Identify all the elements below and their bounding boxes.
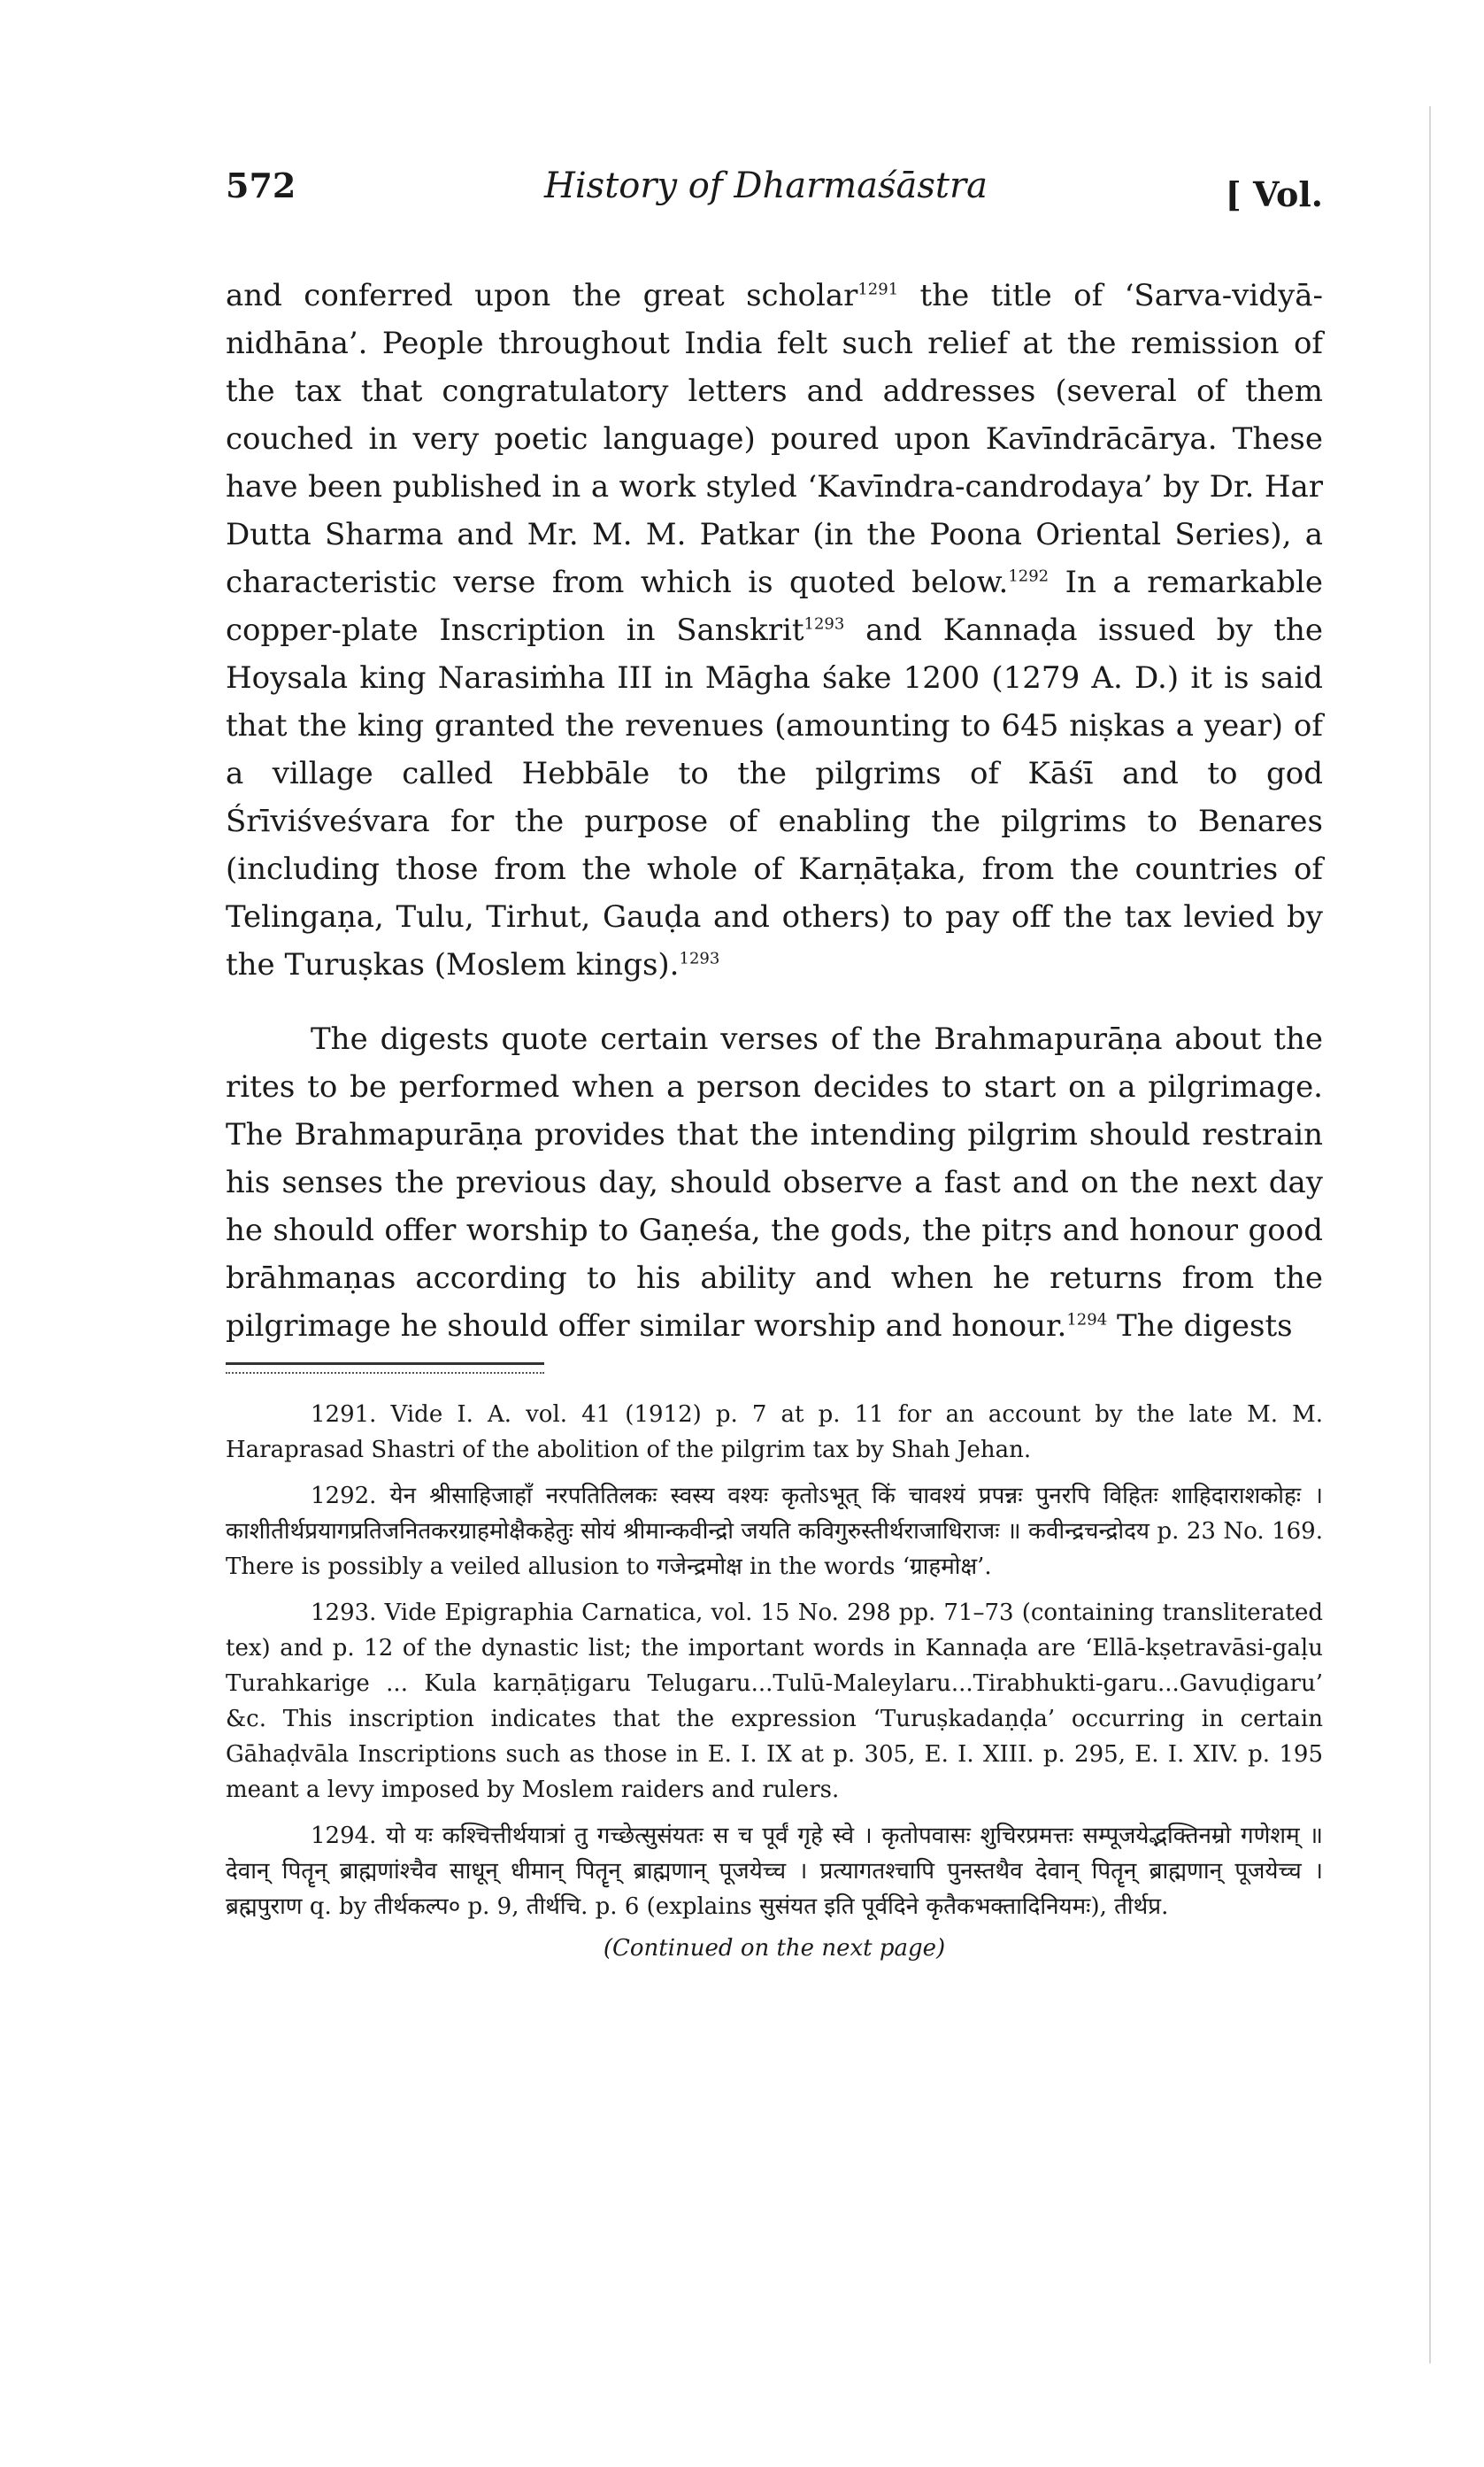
text-run: The digests — [1107, 1308, 1293, 1344]
volume-marker: [ Vol. — [1225, 174, 1323, 214]
footnote-ref: 1293 — [679, 949, 720, 968]
footnote-ref: 1293 — [804, 614, 845, 634]
footnote-text: येन श्रीसाहिजाहाँ नरपतितिलकः स्वस्य वश्यः कृतोऽभूत् किं चावश्यं प्रपन्नः पुनरपि विहितः शाहिदाराशकोहः । काशीतीर्थप्रयागप्रतिजनितकरग्राहमोक्षैकहेतुः सोयं श्रीमान्कवीन्द्रो जयति कविगुरुस्तीर्थराजाधिराजः ॥ कवीन्द्रचन्द्रोदय p. 23 No. 169. There is possibly a veiled allusion to गजेन्द्रमोक्ष in the words ‘ग्राहमोक्ष’. — [226, 1483, 1324, 1580]
text-run: the title of ‘Sarva-vidyā-nidhāna’. People throughout India felt such relief at the remission of the tax that congratulatory letters and addresses (several of them couched in very poetic language) poured upon Kavīndrācārya. These have been published in a work styled ‘Kavīndra-candrodaya’ by Dr. Har Dutta Sharma and Mr. M. M. Patkar (in the Poona Oriental Series), a characteristic verse from which is quoted below. — [226, 278, 1324, 600]
footnote-number: 1292. — [311, 1483, 377, 1509]
page-number: 572 — [226, 166, 296, 205]
footnote — [226, 1478, 1323, 1584]
text-run: The digests quote certain verses of the Brahmapurāṇa about the rites to be performed when a person decides to start on a pilgrimage. The Brahmapurāṇa provides that the intending pilgrim should restrain his senses the previous day, should observe a fast and on the next day he should offer worship to Gaṇeśa, the gods, the pitṛs and honour good brāhmaṇas according to his ability and when he returns from the pilgrimage he should offer similar worship and honour. — [226, 1021, 1323, 1344]
footnote-ref: 1294 — [1066, 1310, 1108, 1330]
footnote-text: Vide I. A. vol. 41 (1912) p. 7 at p. 11 for an account by the late M. M. Haraprasad Shastri of the abolition of the pilgrim tax by Shah Jehan. — [226, 1401, 1323, 1463]
page — [226, 155, 1323, 1962]
footnote-number: 1294. — [311, 1823, 377, 1849]
binding-shadow — [1429, 106, 1431, 2363]
text-run: and Kannaḍa issued by the Hoysala king Narasiṁha III in Māgha śake 1200 (1279 A. D.) it is said that the king granted the revenues (amounting to 645 niṣkas a year) of a village called Hebbāle to the pilgrims of Kāśī and to god Śrīviśveśvara for the purpose of enabling the pilgrims to Benares (including those from the whole of Karṇāṭaka, from the countries of Telingaṇa, Tulu, Tirhut, Gauḍa and others) to pay off the tax levied by the Turuṣkas (Moslem kings). — [226, 613, 1323, 983]
footnote-rule — [226, 1362, 544, 1374]
footnote — [226, 1818, 1323, 1924]
text-run: and conferred upon the great scholar — [226, 278, 858, 313]
page-header — [226, 155, 1323, 226]
body-text — [226, 272, 1323, 1350]
footnote-number: 1291. — [311, 1401, 377, 1428]
paragraph — [226, 1015, 1323, 1350]
footnote-number: 1293. — [311, 1600, 377, 1626]
running-title: History of Dharmaśāstra — [544, 166, 988, 206]
continued-note: (Continued on the next page) — [603, 1935, 946, 1962]
footnote — [226, 1595, 1323, 1808]
footnote-text: यो यः कश्चित्तीर्थयात्रां तु गच्छेत्सुसंयतः स च पूर्वं गृहे स्वे । कृतोपवासः शुचिरप्रमत्तः सम्पूजयेद्भक्तिनम्रो गणेशम् ॥ देवान् पितॄन् ब्राह्मणांश्चैव साधून् धीमान् पितॄन् ब्राह्मणान् पूजयेच्च । प्रत्यागतश्चापि पुनस्तथैव देवान् पितॄन् ब्राह्मणान् पूजयेच्च । ब्रह्मपुराण q. by तीर्थकल्प० p. 9, तीर्थचि. p. 6 (explains सुसंयत इति पूर्वदिने कृतैकभक्तादिनियमः), तीर्थप्र. — [226, 1823, 1324, 1920]
text-run: In a remarkable copper-plate Inscription in Sanskrit — [226, 565, 1324, 648]
footnote-text: Vide Epigraphia Carnatica, vol. 15 No. 298 pp. 71–73 (containing transliterated tex) and p. 12 of the dynastic list; the important words in Kannaḍa are ‘Ellā-kṣetravāsi-gaḷu Turahkarige ... Kula karṇāṭigaru Telugaru...Tulū-Maleylaru...Tirabhukti-garu...Gavuḍigaru’ &c. This inscription indicates that the expression ‘Turuṣkadaṇḍa’ occurring in certain Gāhaḍvāla Inscriptions such as those in E. I. IX at p. 305, E. I. XIII. p. 295, E. I. XIV. p. 195 meant a levy imposed by Moslem raiders and rulers. — [226, 1600, 1323, 1803]
footnote-ref: 1291 — [857, 280, 899, 299]
footnote — [226, 1397, 1323, 1468]
footnote-ref: 1292 — [1008, 567, 1050, 586]
paragraph — [226, 272, 1323, 989]
footnotes — [226, 1397, 1323, 1924]
